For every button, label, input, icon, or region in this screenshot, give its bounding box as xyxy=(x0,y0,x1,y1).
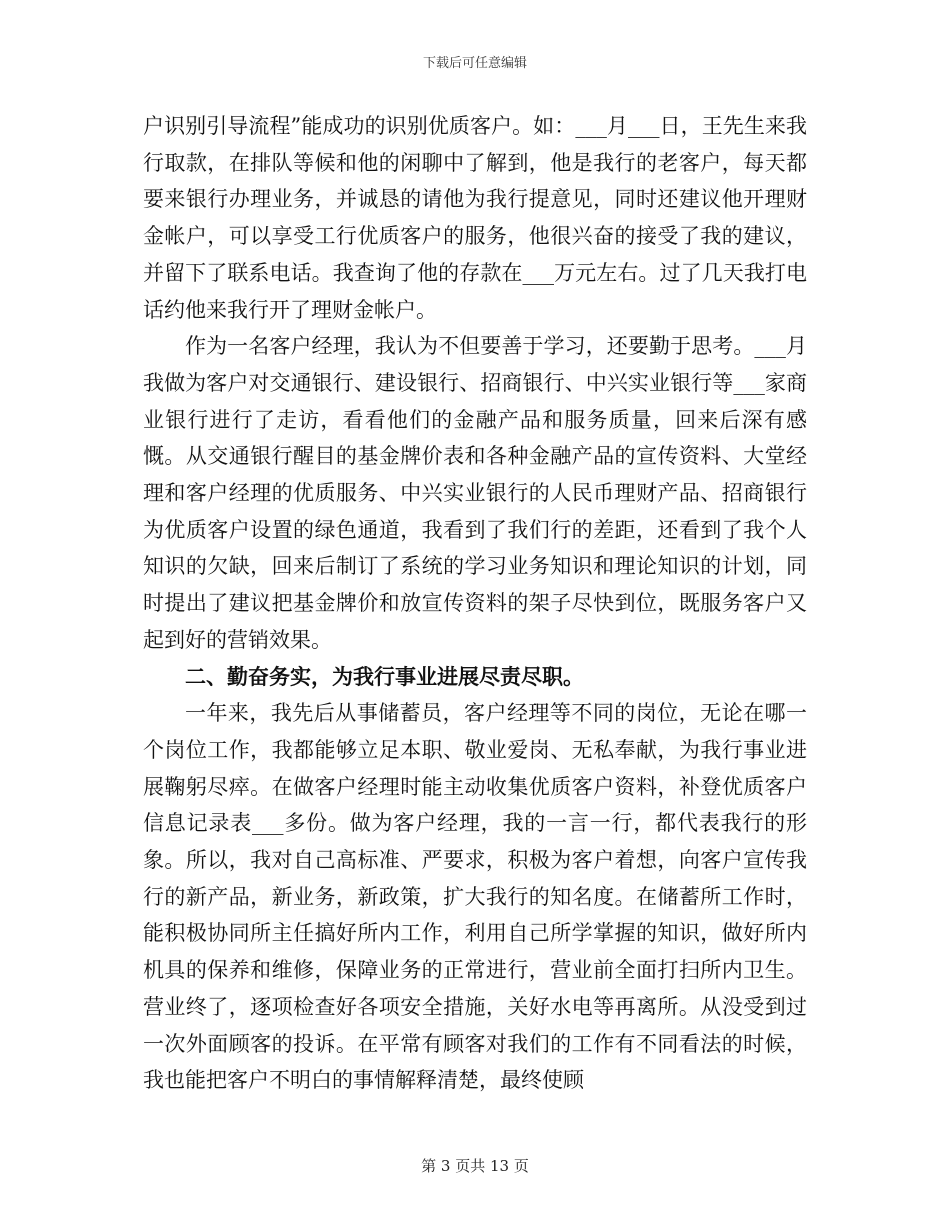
paragraph-continuation: 户识别引导流程”能成功的识别优质客户。如：___月___日，王先生来我行取款，在排队等候和他的闲聊中了解到，他是我行的老客户，每天都要来银行办理业务，并诚恳的请他为我行提意见，同时还建议他开理财金帐户，可以享受工行优质客户的服务，他很兴奋的接受了我的建议，并留下了联系电话。我查询了他的存款在___万元左右。过了几天我打电话约他来我行开了理财金帐户。 xyxy=(143,114,807,322)
section-heading: 二、勤奋务实，为我行事业进展尽责尽职。 xyxy=(185,664,584,689)
document-body xyxy=(143,108,807,1099)
page-number: 第 3 页共 13 页 xyxy=(421,1157,529,1175)
page-header: 下载后可任意编辑 xyxy=(422,56,527,71)
paragraph-bank-visits: 作为一名客户经理，我认为不但要善于学习，还要勤于思考。___月我做为客户对交通银行、建设银行、招商银行、中兴实业银行等___家商业银行进行了走访，看看他们的金融产品和服务质量，回来后深有感慨。从交通银行醒目的基金牌价表和各种金融产品的宣传资料、大堂经理和客户经理的优质服务、中兴实业银行的人民币理财产品、招商银行为优质客户设置的绿色通道，我看到了我们行的差距，还看到了我个人知识的欠缺，回来后制订了系统的学习业务知识和理论知识的计划，同时提出了建议把基金牌价和放宣传资料的架子尽快到位，既服务客户又起到好的营销效果。 xyxy=(143,334,807,652)
paragraph-work-summary: 一年来，我先后从事储蓄员，客户经理等不同的岗位，无论在哪一个岗位工作，我都能够立足本职、敬业爱岗、无私奉献，为我行事业进展鞠躬尽瘁。在做客户经理时能主动收集优质客户资料，补登优质客户信息记录表___多份。做为客户经理，我的一言一行，都代表我行的形象。所以，我对自己高标准、严要求，积极为客户着想，向客户宣传我行的新产品，新业务，新政策，扩大我行的知名度。在储蓄所工作时，能积极协同所主任搞好所内工作，利用自己所学掌握的知识，做好所内机具的保养和维修，保障业务的正常进行，营业前全面打扫所内卫生。营业终了，逐项检查好各项安全措施，关好水电等再离所。从没受到过一次外面顾客的投诉。在平常有顾客对我们的工作有不同看法的时候，我也能把客户不明白的事情解释清楚，最终使顾 xyxy=(143,701,807,1093)
